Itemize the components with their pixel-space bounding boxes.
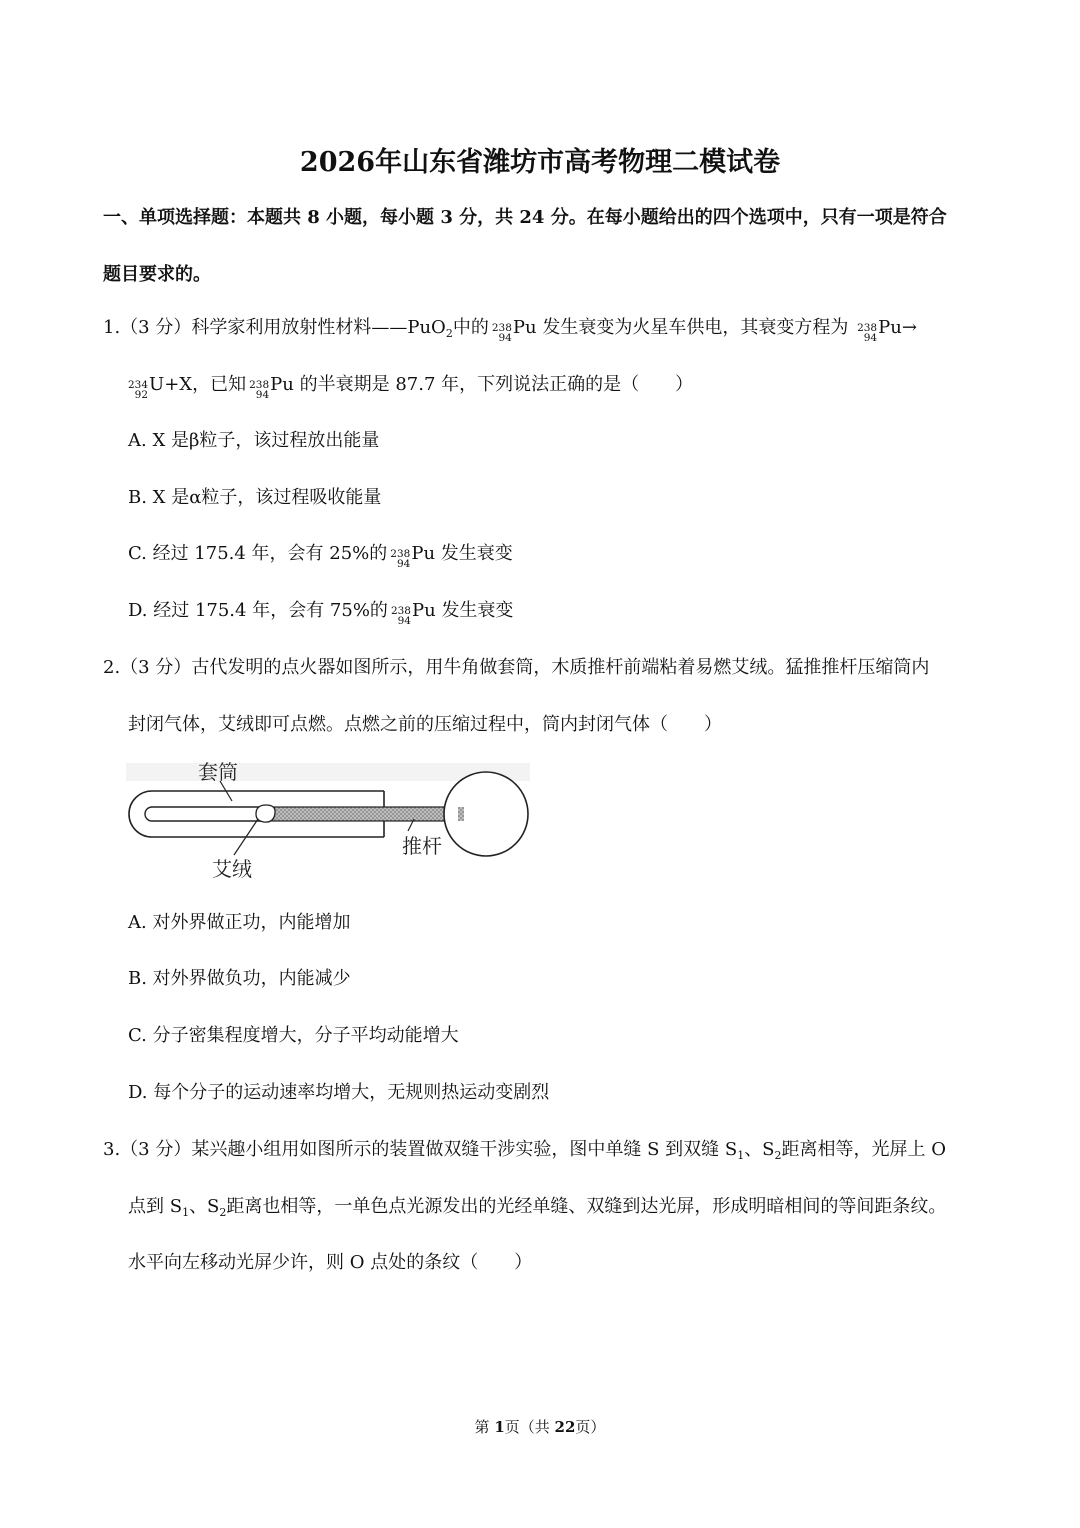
option-b[interactable]: B. 对外界做负功，内能减少 [128, 968, 351, 989]
question-2-line-1 [103, 656, 929, 680]
mass-number: 238 [390, 605, 411, 617]
label-sleeve: 套筒 [198, 760, 238, 784]
atomic-number: 94 [396, 558, 411, 570]
question-text: 点到 S [128, 1196, 183, 1217]
label-moxa: 艾绒 [212, 857, 252, 881]
moxa-blob [256, 805, 275, 822]
nuclide-notation [492, 323, 512, 343]
question-2-line-2: 封闭气体，艾绒即可点燃。点燃之前的压缩过程中，筒内封闭气体（ ） [128, 714, 722, 735]
section-heading-cont: 题目要求的。 [103, 264, 211, 285]
page-footer [0, 1416, 1080, 1437]
question-3-line-3: 水平向左移动光屏少许，则 O 点处的条纹（ ） [128, 1252, 533, 1273]
question-text: 的半衰期是 87.7 年，下列说法正确的是（ ） [299, 374, 694, 395]
mass-number: 234 [128, 379, 149, 391]
nuclide-notation [249, 380, 269, 400]
question-text: 距离也相等，一单色点光源发出的光经单缝、双缝到达光屏，形成明暗相间的等间距条纹。 [226, 1196, 947, 1217]
question-text: 、S [744, 1139, 775, 1160]
question-text: U+X，已知 [149, 374, 247, 395]
element-symbol: Pu [411, 543, 436, 564]
option-text: D. 经过 175.4 年，会有 75%的 [128, 600, 388, 621]
total-pages: 22 [554, 1418, 576, 1436]
atomic-number: 94 [255, 389, 270, 401]
option-text: C. 经过 175.4 年，会有 25%的 [128, 543, 388, 564]
element-symbol: Pu [411, 600, 436, 621]
igniter-figure [120, 757, 540, 885]
question-text: 发生衰变为火星车供电，其衰变方程为 [542, 317, 849, 338]
atomic-number: 92 [134, 389, 149, 401]
nuclide-notation [128, 380, 148, 400]
option-d[interactable] [128, 599, 513, 626]
option-text: 发生衰变 [440, 543, 513, 564]
footer-text: 页） [575, 1418, 606, 1436]
atomic-number: 94 [498, 332, 512, 344]
mass-number: 238 [390, 548, 411, 560]
question-text: 、S [189, 1196, 220, 1217]
question-text: 科学家利用放射性材料——PuO [191, 317, 446, 338]
element-symbol: Pu [270, 374, 294, 395]
nuclide-notation [390, 549, 410, 569]
atomic-number: 94 [397, 615, 411, 627]
question-text: 中的 [452, 317, 489, 338]
option-d[interactable]: D. 每个分子的运动速率均增大，无规则热运动变剧烈 [128, 1082, 550, 1103]
question-1-line-1 [103, 316, 917, 343]
option-a[interactable]: A. X 是β粒子，该过程放出能量 [128, 430, 380, 451]
question-text: 距离相等，光屏上 O [781, 1139, 947, 1160]
section-heading: 一、单项选择题：本题共 8 小题，每小题 3 分，共 24 分。在每小题给出的四个选项中，只有一项是符合 [103, 207, 947, 228]
mass-number: 238 [249, 379, 270, 391]
option-c[interactable] [128, 542, 513, 569]
subscript: 2 [445, 327, 453, 340]
nuclide-notation [391, 606, 411, 626]
rod-knob [444, 772, 528, 856]
mass-number: 238 [491, 322, 512, 334]
question-text: 古代发明的点火器如图所示，用牛角做套筒，木质推杆前端粘着易燃艾绒。猛推推杆压缩筒内 [191, 657, 930, 678]
subscript: 1 [737, 1149, 745, 1162]
question-number: 3.（3 分） [103, 1139, 192, 1160]
page-title: 2026年山东省潍坊市高考物理二模试卷 [299, 147, 781, 178]
page-number: 1 [494, 1418, 505, 1436]
nuclide-notation [857, 323, 877, 343]
question-text: 某兴趣小组用如图所示的装置做双缝干涉实验，图中单缝 S 到双缝 S [191, 1139, 738, 1160]
arrow-symbol: → [901, 317, 917, 338]
footer-text: 页（共 [504, 1418, 555, 1436]
question-3-line-2 [128, 1195, 946, 1219]
option-c[interactable]: C. 分子密集程度增大，分子平均动能增大 [128, 1025, 459, 1046]
question-number: 2.（3 分） [103, 657, 192, 678]
atomic-number: 94 [863, 332, 878, 344]
question-1-line-2 [128, 373, 693, 400]
subscript: 2 [774, 1149, 782, 1162]
element-symbol: Pu [512, 317, 537, 338]
question-number: 1.（3 分） [103, 317, 192, 338]
option-text: 发生衰变 [441, 600, 514, 621]
element-symbol: Pu [878, 317, 902, 338]
subscript: 1 [182, 1206, 190, 1219]
push-rod [272, 807, 462, 821]
label-rod: 推杆 [402, 834, 442, 858]
option-b[interactable]: B. X 是α粒子，该过程吸收能量 [128, 487, 382, 508]
footer-text: 第 [474, 1418, 495, 1436]
question-3-line-1 [103, 1138, 946, 1162]
subscript: 2 [219, 1206, 227, 1219]
option-a[interactable]: A. 对外界做正功，内能增加 [128, 912, 351, 933]
mass-number: 238 [857, 322, 878, 334]
